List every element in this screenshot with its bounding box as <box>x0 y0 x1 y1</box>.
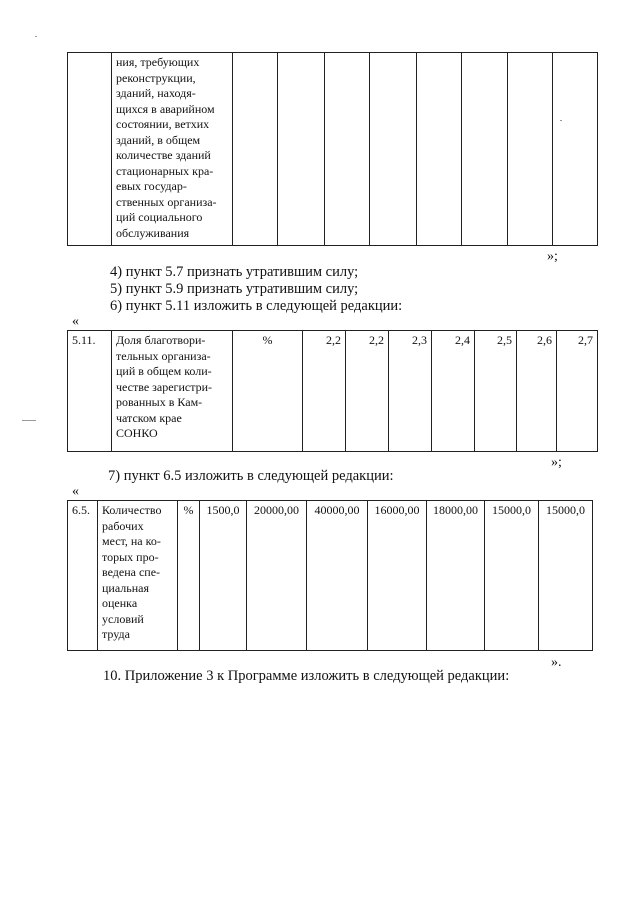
value-cell: 15000,0 <box>539 501 593 651</box>
closing-quote: »; <box>551 455 562 470</box>
table-item-6-5 <box>67 500 593 651</box>
value-cell: 2,2 <box>346 331 389 452</box>
value-cell: 2,6 <box>517 331 557 452</box>
value-cell: 18000,00 <box>427 501 485 651</box>
desc-line: количестве зданий <box>116 148 211 162</box>
desc-line: торых про- <box>102 549 159 564</box>
desc-line: Количество <box>102 503 162 517</box>
table-continued <box>67 52 598 246</box>
value-cell: 2,5 <box>475 331 517 452</box>
value-cell: 2,3 <box>389 331 432 452</box>
desc-line: ведена спе- <box>102 565 161 579</box>
indicator-description <box>98 501 178 651</box>
value-cell: 2,4 <box>432 331 475 452</box>
unit-cell <box>233 53 278 246</box>
closing-quote: ». <box>551 655 562 670</box>
amendment-item: 7) пункт 6.5 изложить в следующей редакции: <box>108 468 394 484</box>
value-cell <box>370 53 417 246</box>
desc-line: рабочих <box>102 518 144 533</box>
value-cell <box>462 53 508 246</box>
desc-line: Доля благотвори- <box>116 333 206 347</box>
desc-line: зданий, в общем <box>116 132 201 147</box>
indicator-description <box>112 331 233 452</box>
table-item-5-11 <box>67 330 598 452</box>
desc-line: щихся в аварийном <box>116 101 215 116</box>
opening-quote: « <box>72 484 79 499</box>
value-cell: 2,7 <box>557 331 598 452</box>
item-number: 5.11. <box>68 331 112 452</box>
value-cell: 40000,00 <box>307 501 368 651</box>
opening-quote: « <box>72 314 79 329</box>
desc-line: условий <box>102 611 144 626</box>
value-cell: 15000,0 <box>485 501 539 651</box>
desc-line: обслуживания <box>116 225 190 240</box>
desc-line: честве зарегистри- <box>116 379 213 394</box>
desc-line: оценка <box>102 596 138 610</box>
amendment-item: 5) пункт 5.9 признать утратившим силу; <box>110 281 359 297</box>
unit-cell: % <box>233 331 303 452</box>
row-number-cell <box>68 53 112 246</box>
amendment-item: 6) пункт 5.11 изложить в следующей редакции: <box>110 298 403 314</box>
value-cell: 20000,00 <box>247 501 307 651</box>
value-cell <box>278 53 325 246</box>
desc-line: ния, требующих <box>116 55 200 69</box>
amendment-item: 4) пункт 5.7 признать утратившим силу; <box>110 264 359 280</box>
desc-line: тельных организа- <box>116 348 211 363</box>
desc-line: рованных в Кам- <box>116 395 203 409</box>
desc-line: СОНКО <box>116 426 158 440</box>
scan-speck <box>22 420 36 421</box>
desc-line: ций в общем коли- <box>116 364 212 378</box>
desc-line: зданий, находя- <box>116 86 196 100</box>
amendment-item: 10. Приложение 3 к Программе изложить в следующей редакции: <box>103 668 510 684</box>
desc-line: мест, на ко- <box>102 534 161 548</box>
desc-line: труда <box>102 627 130 641</box>
value-cell <box>553 53 598 246</box>
closing-quote: »; <box>547 249 558 264</box>
desc-line: евых государ- <box>116 179 187 193</box>
value-cell: 16000,00 <box>368 501 427 651</box>
value-cell: 1500,0 <box>200 501 247 651</box>
desc-line: стационарных кра- <box>116 163 214 178</box>
unit-cell: % <box>178 501 200 651</box>
value-cell: 2,2 <box>303 331 346 452</box>
indicator-description <box>112 53 233 246</box>
scan-speck <box>560 120 562 121</box>
desc-line: циальная <box>102 580 150 595</box>
value-cell <box>417 53 462 246</box>
desc-line: ственных организа- <box>116 194 217 209</box>
desc-line: ций социального <box>116 210 203 224</box>
desc-line: состоянии, ветхих <box>116 117 210 131</box>
desc-line: реконструкции, <box>116 70 196 85</box>
desc-line: чатском крае <box>116 410 182 425</box>
item-number: 6.5. <box>68 501 98 651</box>
value-cell <box>325 53 370 246</box>
value-cell <box>508 53 553 246</box>
scan-speck <box>35 36 37 37</box>
